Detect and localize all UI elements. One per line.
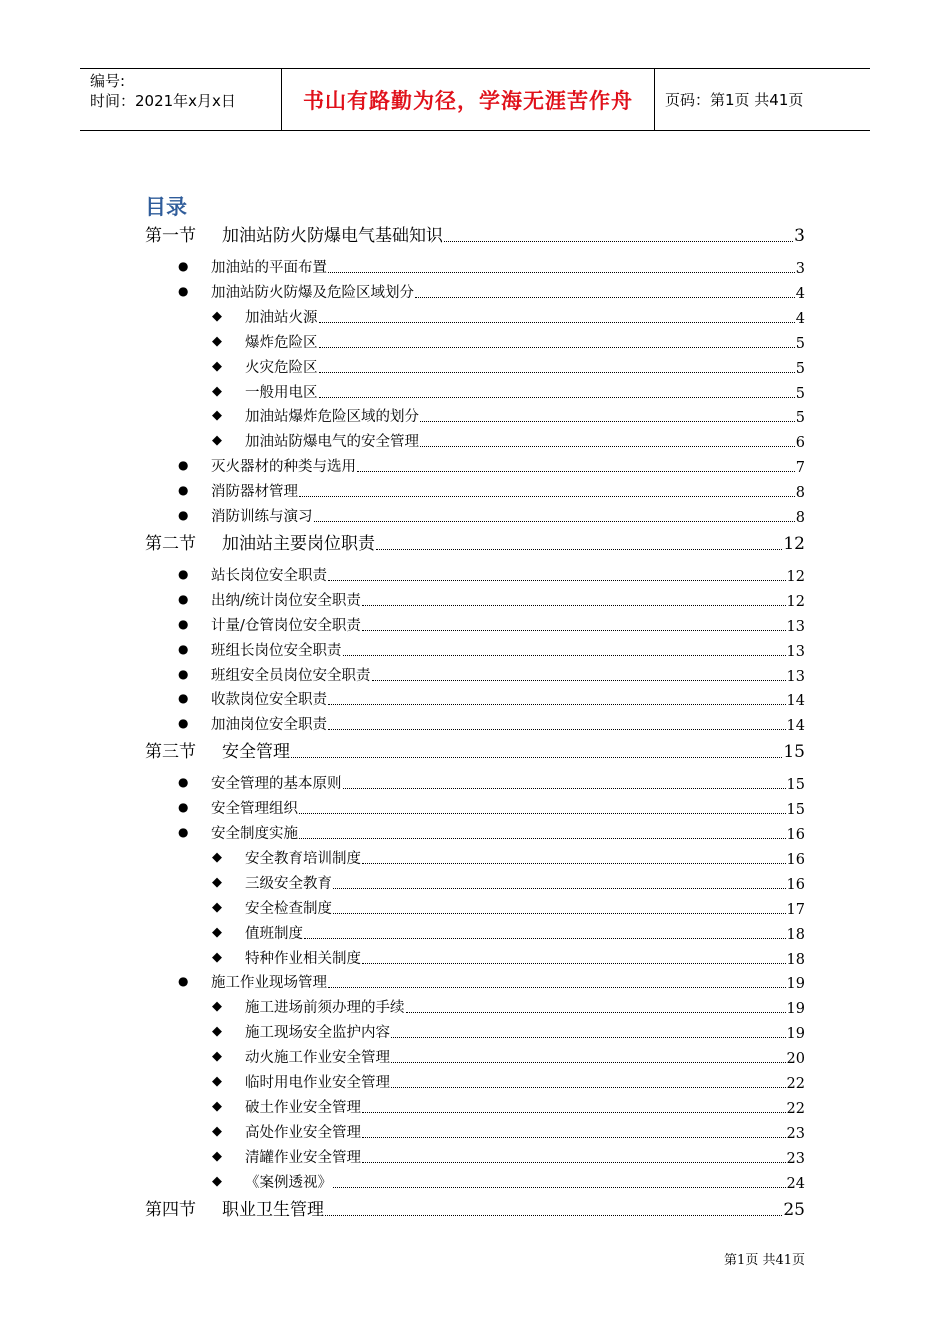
toc-leader-dots <box>391 1037 786 1038</box>
toc-title: 目录 <box>145 195 187 219</box>
bullet-dot-icon: ● <box>178 283 189 298</box>
toc-entry-label: 三级安全教育 <box>245 875 332 892</box>
bullet-dot-icon: ● <box>178 800 189 815</box>
toc-entry-label: 加油站防火防爆及危险区域划分 <box>211 284 414 301</box>
bullet-diamond-icon: ◆ <box>212 1173 222 1189</box>
bullet-dot-icon: ● <box>178 716 189 731</box>
bullet-diamond-icon: ◆ <box>212 999 222 1015</box>
bullet-diamond-icon: ◆ <box>212 874 222 890</box>
toc-entry-label: 安全检查制度 <box>245 900 332 917</box>
toc-entry-label: 特种作业相关制度 <box>245 950 361 967</box>
toc-entry[interactable] <box>245 307 805 327</box>
toc-entry[interactable] <box>211 823 805 843</box>
toc-page-number: 3 <box>795 261 805 277</box>
toc-section-title: 安全管理 <box>222 742 290 763</box>
toc-entry-label: 计量/仓管岗位安全职责 <box>211 617 361 634</box>
toc-entry[interactable] <box>211 257 805 277</box>
toc-entry[interactable] <box>245 1047 805 1067</box>
toc-section-number: 第一节 <box>145 226 196 246</box>
toc-entry-label: 火灾危险区 <box>245 359 318 376</box>
toc-entry-label: 加油站的平面布置 <box>211 260 327 276</box>
toc-leader-dots <box>362 1137 786 1138</box>
toc-entry[interactable] <box>245 406 805 426</box>
toc-entry[interactable] <box>245 1172 805 1192</box>
toc-page-number: 12 <box>786 593 805 610</box>
toc-section-entry[interactable] <box>145 222 805 246</box>
toc-page-number: 20 <box>786 1051 805 1068</box>
toc-page-number: 5 <box>795 385 805 402</box>
toc-entry[interactable] <box>211 456 805 476</box>
toc-leader-dots <box>444 241 793 242</box>
toc-page-number: 8 <box>795 485 805 502</box>
toc-entry-label <box>145 737 290 762</box>
bullet-dot-icon: ● <box>178 508 189 522</box>
bullet-dot-icon: ● <box>178 566 189 581</box>
toc-page-number: 22 <box>786 1076 805 1092</box>
toc-entry-label: 灭火器材的种类与选用 <box>211 459 356 476</box>
toc-leader-dots <box>333 1187 786 1188</box>
toc-page-number: 18 <box>786 926 805 943</box>
bullet-diamond-icon: ◆ <box>212 308 222 324</box>
toc-page-number: 13 <box>786 643 805 660</box>
toc-entry[interactable] <box>245 997 805 1017</box>
toc-entry[interactable] <box>245 382 805 402</box>
toc-page-number: 25 <box>783 1199 805 1220</box>
toc-section-number: 第四节 <box>145 1199 196 1220</box>
toc-page-number: 19 <box>786 1001 805 1018</box>
bullet-dot-icon: ● <box>178 825 189 839</box>
toc-entry[interactable] <box>245 431 805 451</box>
toc-entry[interactable] <box>211 972 805 992</box>
toc-leader-dots <box>333 913 786 914</box>
toc-entry-label <box>145 221 443 246</box>
toc-leader-dots <box>319 397 795 398</box>
toc-leader-dots <box>319 372 795 373</box>
bullet-dot-icon: ● <box>178 641 189 656</box>
toc-entry[interactable] <box>245 948 805 968</box>
header-meta <box>80 69 282 130</box>
toc-entry[interactable] <box>245 923 805 943</box>
toc-leader-dots <box>328 580 786 581</box>
toc-page-number: 23 <box>786 1125 805 1142</box>
toc-entry-label: 安全管理的基本原则 <box>211 776 342 793</box>
toc-entry[interactable] <box>211 481 805 501</box>
toc-page-number: 15 <box>786 802 805 819</box>
bullet-diamond-icon: ◆ <box>212 433 222 449</box>
toc-leader-dots <box>362 1162 786 1163</box>
toc-entry-label: 破土作业安全管理 <box>245 1099 361 1116</box>
toc-entry[interactable] <box>245 1122 805 1142</box>
toc-entry-label: 施工作业现场管理 <box>211 975 327 992</box>
toc-page-number: 8 <box>795 510 805 526</box>
toc-leader-dots <box>362 1112 786 1113</box>
toc-entry-label: 加油站爆炸危险区域的划分 <box>245 409 419 426</box>
toc-entry-label: 安全管理组织 <box>211 801 298 818</box>
toc-entry-label: 值班制度 <box>245 925 303 942</box>
bullet-diamond-icon: ◆ <box>212 899 222 915</box>
toc-leader-dots <box>391 1087 786 1088</box>
toc-entry-label: 加油站防爆电气的安全管理 <box>245 434 419 451</box>
toc-page-number: 15 <box>783 742 805 763</box>
toc-entry[interactable] <box>245 873 805 893</box>
toc-section-title: 加油站防火防爆电气基础知识 <box>222 226 443 246</box>
toc-leader-dots <box>391 1062 786 1063</box>
toc-entry[interactable] <box>211 714 805 734</box>
header-time-label: 时间：2021年x月x日 <box>90 92 236 110</box>
header-number-label: 编号: <box>90 72 126 90</box>
bullet-dot-icon: ● <box>178 259 189 273</box>
bullet-dot-icon: ● <box>178 691 189 706</box>
toc-page-number: 16 <box>786 827 805 843</box>
toc-page-number: 14 <box>786 693 805 710</box>
toc-section-number: 第三节 <box>145 742 196 763</box>
toc-entry[interactable] <box>245 332 805 352</box>
toc-entry-label: 清罐作业安全管理 <box>245 1149 361 1166</box>
header-motto: 书山有路勤为径，学海无涯苦作舟 <box>282 69 655 130</box>
bullet-diamond-icon: ◆ <box>212 333 222 349</box>
header-page-label: 页码：第1页 共41页 <box>665 91 804 109</box>
bullet-diamond-icon: ◆ <box>212 849 222 865</box>
toc-page-number: 16 <box>786 851 805 868</box>
bullet-diamond-icon: ◆ <box>212 1049 222 1065</box>
toc-leader-dots <box>420 421 795 422</box>
toc-entry-label: 一般用电区 <box>245 384 318 401</box>
toc-entry[interactable] <box>211 282 805 302</box>
toc-page-number: 14 <box>786 718 805 735</box>
bullet-diamond-icon: ◆ <box>212 1024 222 1040</box>
toc-leader-dots <box>372 680 786 681</box>
toc-page-number: 18 <box>786 951 805 968</box>
page-footer: 第1页 共41页 <box>724 1253 805 1268</box>
toc-leader-dots <box>376 549 782 550</box>
toc-entry[interactable] <box>211 689 805 709</box>
toc-page-number: 15 <box>786 777 805 794</box>
bullet-diamond-icon: ◆ <box>212 1098 222 1114</box>
toc-leader-dots <box>406 1012 786 1013</box>
toc-entry[interactable] <box>245 848 805 868</box>
toc-leader-dots <box>343 655 786 656</box>
bullet-diamond-icon: ◆ <box>212 1148 222 1164</box>
bullet-diamond-icon: ◆ <box>212 383 222 399</box>
toc-entry-label: 消防器材管理 <box>211 484 298 501</box>
toc-entry-label: 班组长岗位安全职责 <box>211 642 342 659</box>
toc-entry-label: 《案例透视》 <box>245 1174 332 1191</box>
toc-section-title: 加油站主要岗位职责 <box>222 533 375 554</box>
toc-entry-label: 站长岗位安全职责 <box>211 567 327 584</box>
toc-entry-label: 动火施工作业安全管理 <box>245 1050 390 1067</box>
toc-page-number: 6 <box>795 435 805 452</box>
toc-leader-dots <box>415 297 795 298</box>
toc-leader-dots <box>362 963 786 964</box>
toc-entry-label: 加油站火源 <box>245 309 318 326</box>
toc-entry-label: 班组安全员岗位安全职责 <box>211 667 371 684</box>
bullet-diamond-icon: ◆ <box>212 1074 222 1089</box>
toc-section-entry[interactable] <box>145 530 805 554</box>
toc-page-number: 16 <box>786 876 805 893</box>
toc-entry-label: 收款岗位安全职责 <box>211 692 327 709</box>
toc-leader-dots <box>299 496 795 497</box>
bullet-diamond-icon: ◆ <box>212 949 222 965</box>
toc-entry[interactable] <box>211 565 805 585</box>
toc-page-number: 13 <box>786 618 805 635</box>
toc-leader-dots <box>291 757 782 758</box>
toc-leader-dots <box>299 813 786 814</box>
toc-leader-dots <box>362 605 786 606</box>
toc-entry[interactable] <box>245 1147 805 1167</box>
toc-leader-dots <box>420 446 795 447</box>
toc-section-entry[interactable] <box>145 738 805 762</box>
toc-leader-dots <box>299 838 786 839</box>
toc-entry[interactable] <box>211 640 805 660</box>
bullet-dot-icon: ● <box>178 483 189 498</box>
toc-entry-label: 安全教育培训制度 <box>245 850 361 867</box>
toc-entry[interactable] <box>211 665 805 685</box>
toc-entry[interactable] <box>245 1097 805 1117</box>
toc-entry-label: 消防训练与演习 <box>211 509 313 525</box>
toc-page-number: 23 <box>786 1150 805 1167</box>
toc-entry[interactable] <box>245 357 805 377</box>
toc-page-number: 4 <box>795 285 805 302</box>
toc-entry-label: 加油岗位安全职责 <box>211 717 327 734</box>
toc-page-number: 19 <box>786 1026 805 1043</box>
toc-leader-dots <box>319 322 795 323</box>
bullet-dot-icon: ● <box>178 666 189 681</box>
toc-leader-dots <box>314 521 795 522</box>
toc-page-number: 13 <box>786 668 805 685</box>
bullet-dot-icon: ● <box>178 616 189 631</box>
toc-page-number: 12 <box>786 568 805 585</box>
toc-section-title: 职业卫生管理 <box>222 1199 324 1220</box>
bullet-dot-icon: ● <box>178 974 189 989</box>
toc-entry[interactable] <box>211 590 805 610</box>
bullet-diamond-icon: ◆ <box>212 924 222 940</box>
toc-page-number: 3 <box>794 226 805 246</box>
toc-entry-label: 出纳/统计岗位安全职责 <box>211 592 361 609</box>
toc-entry-label <box>145 1195 324 1220</box>
toc-entry[interactable] <box>211 798 805 818</box>
toc-entry-label: 施工进场前须办理的手续 <box>245 1000 405 1017</box>
toc-entry[interactable] <box>211 773 805 793</box>
toc-page-number: 4 <box>795 310 805 327</box>
page-header <box>80 68 870 131</box>
toc-leader-dots <box>328 987 786 988</box>
toc-entry[interactable] <box>245 898 805 918</box>
toc-page-number: 17 <box>786 901 805 918</box>
toc-section-entry[interactable] <box>145 1196 805 1220</box>
bullet-dot-icon: ● <box>178 458 189 473</box>
toc-entry-label: 施工现场安全监护内容 <box>245 1025 390 1042</box>
toc-leader-dots <box>362 630 786 631</box>
toc-leader-dots <box>328 704 786 705</box>
toc-leader-dots <box>319 347 795 348</box>
toc-page-number: 5 <box>795 360 805 377</box>
toc-leader-dots <box>357 471 795 472</box>
toc-entry[interactable] <box>211 506 805 526</box>
toc-entry-label: 高处作业安全管理 <box>245 1124 361 1141</box>
toc-entry-label: 临时用电作业安全管理 <box>245 1075 390 1091</box>
toc-leader-dots <box>328 272 795 273</box>
toc-section-number: 第二节 <box>145 533 196 554</box>
bullet-diamond-icon: ◆ <box>212 408 222 424</box>
toc-entry-label <box>145 529 375 554</box>
toc-leader-dots <box>333 888 786 889</box>
bullet-dot-icon: ● <box>178 591 189 606</box>
toc-leader-dots <box>328 729 786 730</box>
toc-leader-dots <box>304 938 786 939</box>
toc-page-number: 19 <box>786 976 805 993</box>
toc-entry[interactable] <box>211 615 805 635</box>
toc-page-number: 12 <box>783 533 805 554</box>
toc-leader-dots <box>325 1215 782 1216</box>
toc-leader-dots <box>343 788 786 789</box>
toc-leader-dots <box>362 863 786 864</box>
toc-entry-label: 爆炸危险区 <box>245 334 318 351</box>
toc-page-number: 5 <box>795 335 805 352</box>
toc-entry[interactable] <box>245 1022 805 1042</box>
toc-entry-label: 安全制度实施 <box>211 826 298 842</box>
toc-page-number: 5 <box>795 410 805 427</box>
toc-page-number: 24 <box>786 1175 805 1192</box>
toc-page-number: 22 <box>786 1100 805 1117</box>
toc-page-number: 7 <box>795 460 805 477</box>
bullet-diamond-icon: ◆ <box>212 358 222 374</box>
toc-entry[interactable] <box>245 1072 805 1092</box>
bullet-diamond-icon: ◆ <box>212 1123 222 1139</box>
bullet-dot-icon: ● <box>178 775 189 790</box>
